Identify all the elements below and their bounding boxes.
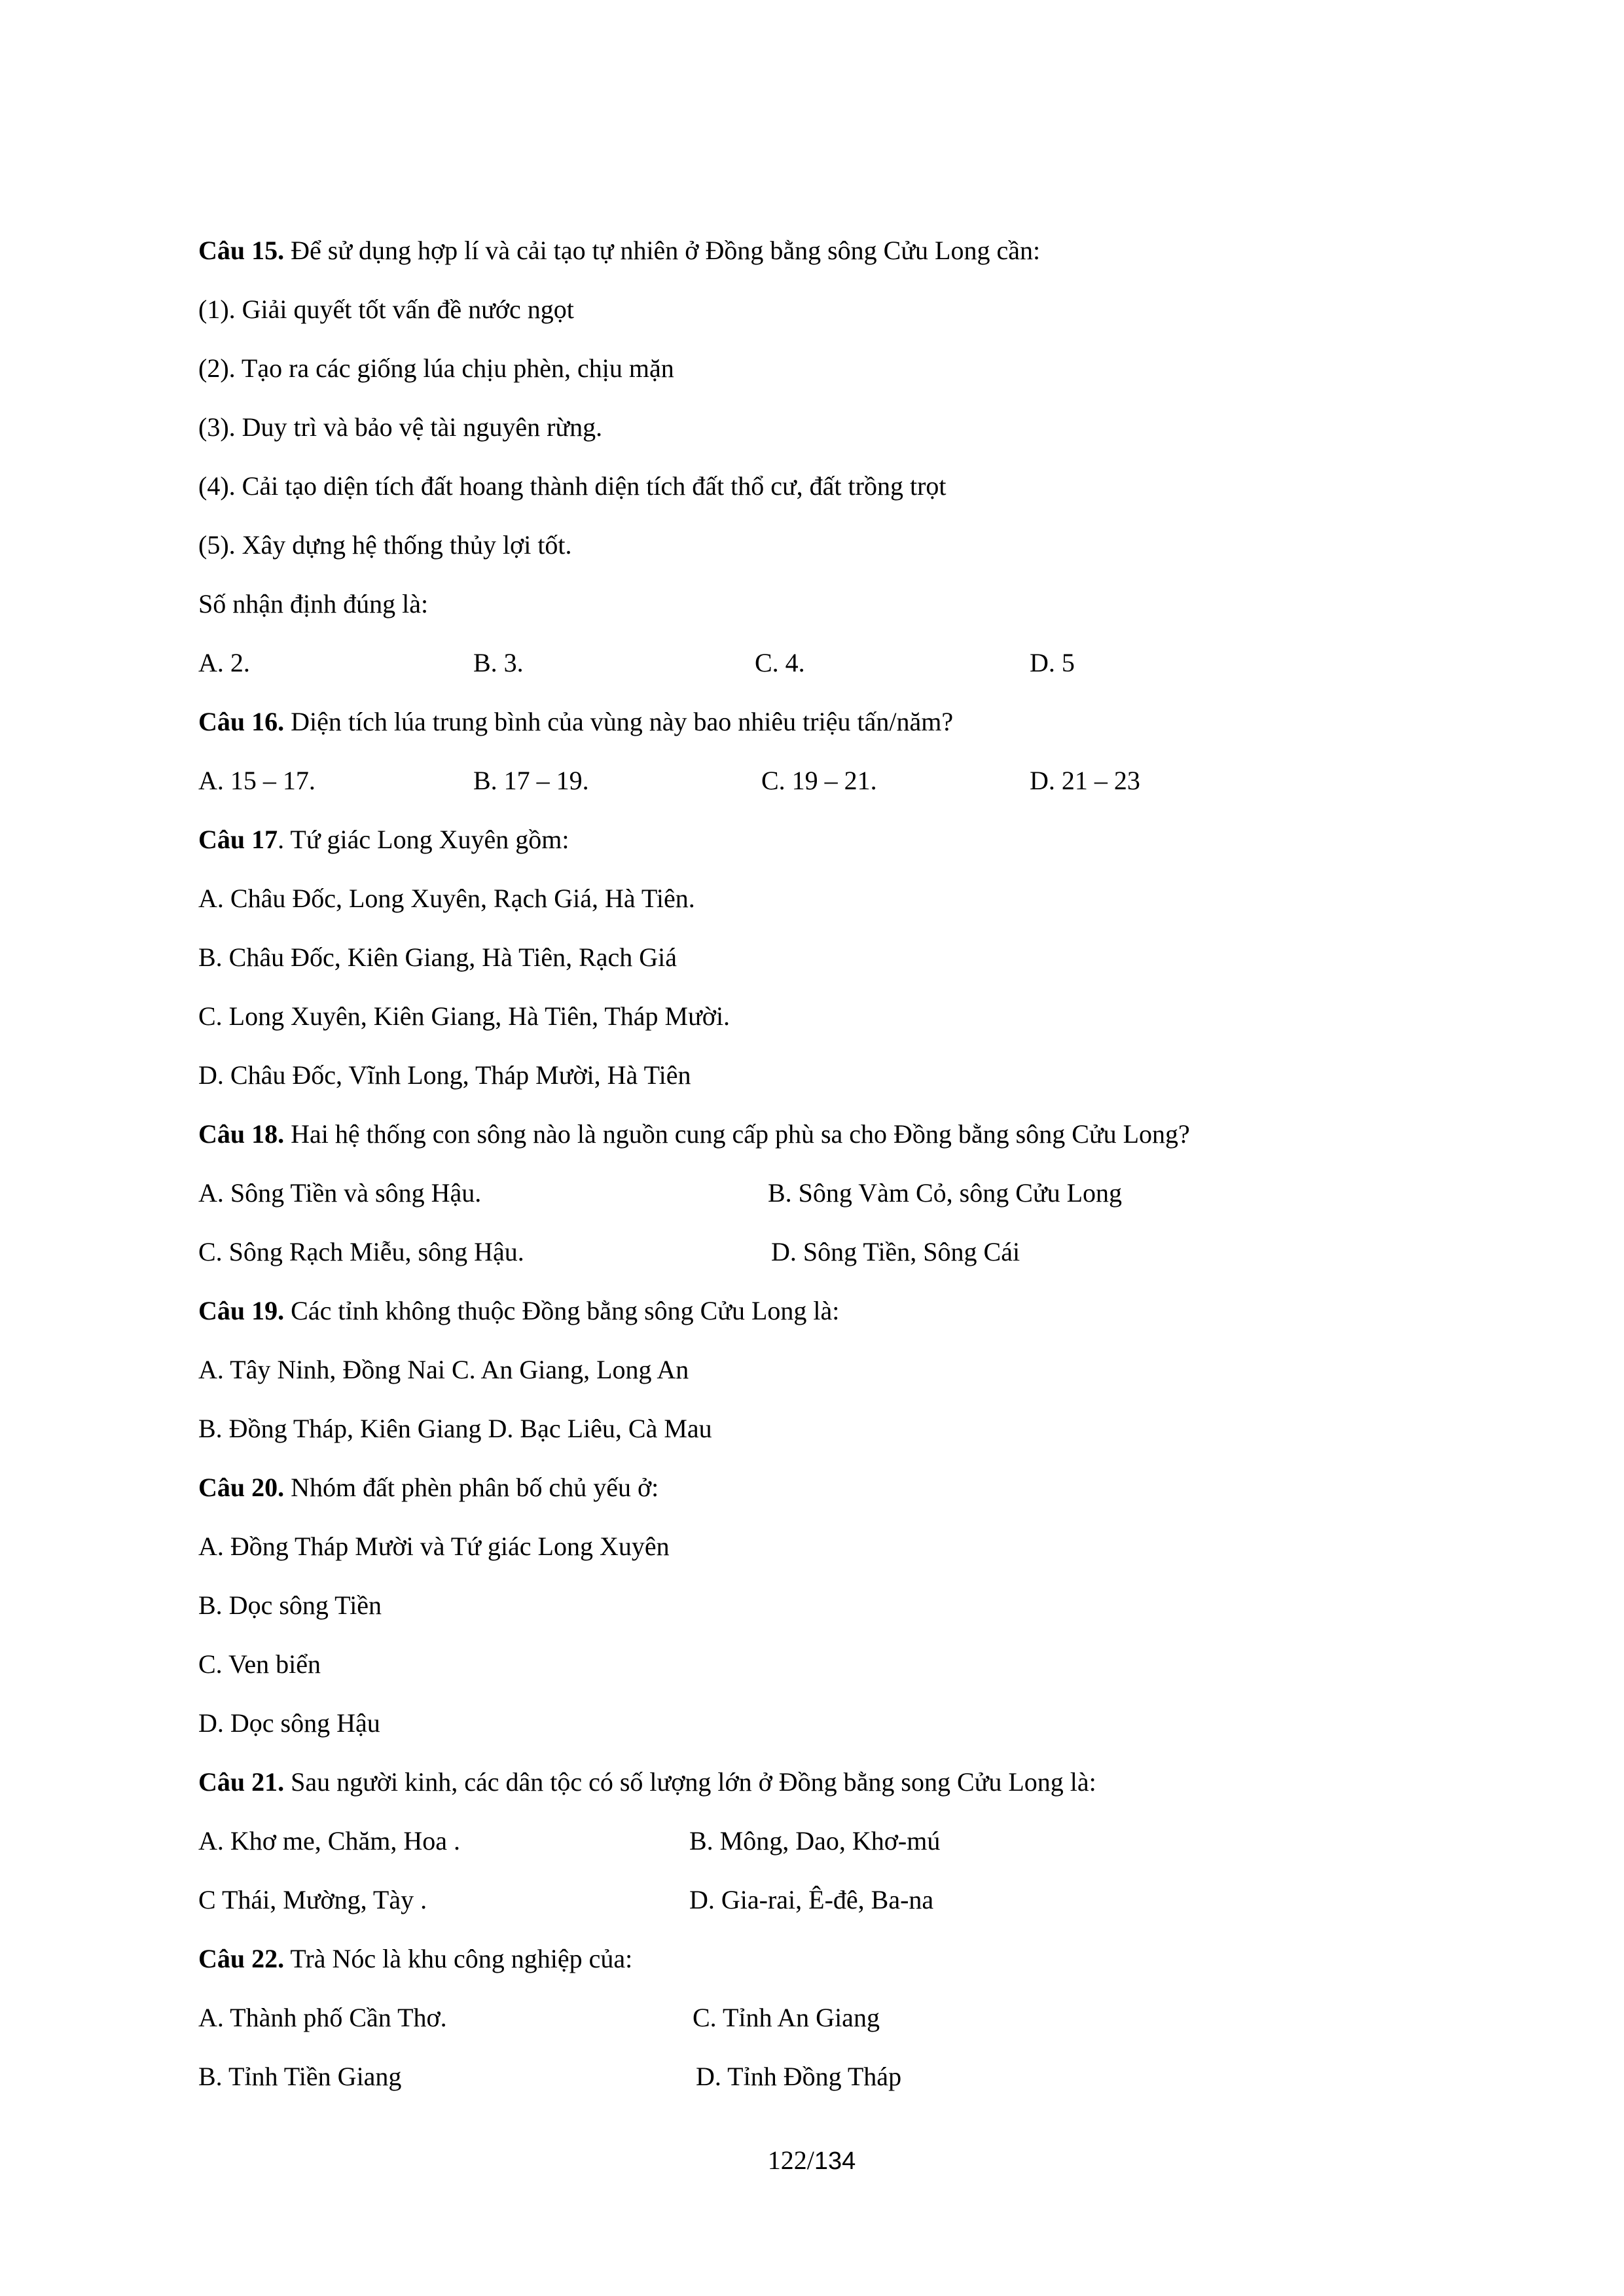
question-text: Các tỉnh không thuộc Đồng bằng sông Cửu Long là:: [284, 1296, 840, 1325]
option-d: D. Dọc sông Hậu: [198, 1708, 380, 1738]
option-a: A. 2.: [198, 648, 250, 677]
option-c: C. Sông Rạch Miễu, sông Hậu.: [198, 1237, 524, 1266]
question-number: Câu 20.: [198, 1473, 285, 1502]
option-b: B. Tỉnh Tiền Giang: [198, 2062, 402, 2091]
option-a: A. Đồng Tháp Mười và Tứ giác Long Xuyên: [198, 1532, 670, 1561]
option-line-2: B. Đồng Tháp, Kiên Giang D. Bạc Liêu, Cà Mau: [198, 1414, 712, 1443]
option-d: D. 5: [1030, 648, 1075, 677]
statement-2: (2). Tạo ra các giống lúa chịu phèn, chịu mặn: [198, 353, 674, 383]
option-b: B. Mông, Dao, Khơ-mú: [689, 1826, 941, 1856]
option-c: C. Ven biển: [198, 1649, 321, 1679]
question-text: Sau người kinh, các dân tộc có số lượng lớn ở Đồng bằng song Cửu Long là:: [284, 1767, 1096, 1797]
question-text: Diện tích lúa trung bình của vùng này bao nhiêu triệu tấn/năm?: [284, 707, 954, 736]
option-a: A. Sông Tiền và sông Hậu.: [198, 1178, 482, 1208]
question-18: [198, 1118, 1190, 1151]
question-text: Để sử dụng hợp lí và cải tạo tự nhiên ở Đồng bằng sông Cửu Long cần:: [284, 236, 1041, 265]
question-number: Câu 17: [198, 825, 278, 854]
question-16: [198, 706, 953, 738]
question-21: [198, 1766, 1096, 1799]
question-22: [198, 1943, 632, 1975]
page-total: 134: [814, 2147, 856, 2175]
option-c: C. Tỉnh An Giang: [693, 2003, 880, 2032]
option-a: A. 15 – 17.: [198, 766, 316, 795]
option-d: D. 21 – 23: [1030, 766, 1140, 795]
option-line-1: A. Tây Ninh, Đồng Nai C. An Giang, Long An: [198, 1355, 689, 1384]
option-b: B. 3.: [473, 648, 524, 677]
option-d: D. Gia-rai, Ê-đê, Ba-na: [689, 1885, 934, 1914]
question-number: Câu 22.: [198, 1944, 285, 1973]
option-c: C. 19 – 21.: [761, 766, 877, 795]
question-text: Trà Nóc là khu công nghiệp của:: [284, 1944, 633, 1973]
option-c: C. Long Xuyên, Kiên Giang, Hà Tiên, Tháp Mười.: [198, 1001, 731, 1031]
question-text: Hai hệ thống con sông nào là nguồn cung cấp phù sa cho Đồng bằng sông Cửu Long?: [284, 1119, 1190, 1149]
question-number: Câu 16.: [198, 707, 285, 736]
question-number: Câu 19.: [198, 1296, 285, 1325]
question-text: Nhóm đất phèn phân bố chủ yếu ở:: [284, 1473, 659, 1502]
option-a: A. Thành phố Cần Thơ.: [198, 2003, 447, 2032]
option-a: A. Khơ me, Chăm, Hoa .: [198, 1826, 460, 1856]
statement-5: (5). Xây dựng hệ thống thủy lợi tốt.: [198, 530, 572, 560]
question-prompt: Số nhận định đúng là:: [198, 589, 429, 619]
question-15: [198, 234, 1040, 267]
option-b: B. Châu Đốc, Kiên Giang, Hà Tiên, Rạch Giá: [198, 942, 677, 972]
option-c: C. 4.: [755, 648, 805, 677]
statement-3: (3). Duy trì và bảo vệ tài nguyên rừng.: [198, 412, 603, 442]
question-number: Câu 18.: [198, 1119, 285, 1149]
option-b: B. Dọc sông Tiền: [198, 1590, 382, 1620]
option-b: B. Sông Vàm Cỏ, sông Cửu Long: [768, 1178, 1122, 1208]
option-d: D. Châu Đốc, Vĩnh Long, Tháp Mười, Hà Tiên: [198, 1060, 691, 1090]
page-number: [768, 2144, 856, 2178]
question-text: . Tứ giác Long Xuyên gồm:: [278, 825, 569, 854]
statement-1: (1). Giải quyết tốt vấn đề nước ngọt: [198, 295, 574, 324]
option-d: D. Tỉnh Đồng Tháp: [696, 2062, 902, 2091]
question-17: [198, 823, 569, 856]
option-c: C Thái, Mường, Tày .: [198, 1885, 427, 1914]
question-19: [198, 1295, 839, 1327]
statement-4: (4). Cải tạo diện tích đất hoang thành diện tích đất thổ cư, đất trồng trọt: [198, 471, 947, 501]
question-number: Câu 15.: [198, 236, 285, 265]
question-number: Câu 21.: [198, 1767, 285, 1797]
page-current: 122/: [767, 2145, 814, 2175]
option-d: D. Sông Tiền, Sông Cái: [771, 1237, 1020, 1266]
question-20: [198, 1471, 659, 1504]
option-b: B. 17 – 19.: [473, 766, 589, 795]
option-a: A. Châu Đốc, Long Xuyên, Rạch Giá, Hà Tiên.: [198, 884, 695, 913]
